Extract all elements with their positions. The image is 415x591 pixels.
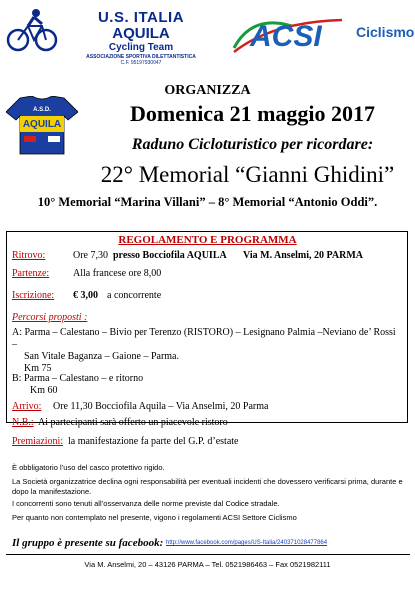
usi-line4: ASSOCIAZIONE SPORTIVA DILETTANTISTICA (86, 54, 196, 60)
iscrizione-amount: € 3,00 (73, 290, 98, 301)
percorso-a-km: Km 75 (24, 363, 52, 374)
facebook-link[interactable]: http://www.facebook.com/pages/US-Italia/240371028477864 (166, 540, 328, 546)
percorso-a (12, 327, 397, 375)
iscrizione-label: Iscrizione: (12, 290, 55, 301)
svg-text:ACSI: ACSI (250, 20, 322, 53)
svg-text:A.S.D.: A.S.D. (33, 107, 51, 113)
percorso-b-line1: B: Parma – Calestano – e ritorno (12, 373, 144, 384)
partenze-label: Partenze: (12, 268, 50, 279)
footer-contacts: Via M. Anselmi, 20 – 43126 PARMA – Tel. 0521986463 – Fax 0521982111 (84, 560, 331, 569)
usi-line1: U.S. ITALIA (97, 9, 185, 26)
usi-line5: C.F. 95197930047 (120, 60, 162, 66)
memorial-title: 22° Memorial “Gianni Ghidini” (100, 162, 395, 187)
partenze-value: Alla francese ore 8,00 (73, 268, 162, 279)
usi-line3: Cycling Team (108, 42, 174, 53)
percorso-b-km: Km 60 (30, 385, 58, 396)
footer-divider (6, 554, 410, 555)
ritrovo-time: Ore 7,30 (73, 250, 108, 261)
ritrovo-label: Ritrovo: (12, 250, 46, 261)
percorso-a-line2: San Vitale Baganza – Gaione – Parma. (24, 351, 179, 362)
cyclist-logo-icon (6, 8, 58, 52)
note-regolamenti-acsi: Per quanto non contemplato nel presente, vigono i regolamenti ACSI Settore Ciclismo (12, 513, 297, 522)
event-date: Domenica 21 maggio 2017 (129, 101, 376, 126)
svg-text:AQUILA: AQUILA (22, 119, 62, 130)
nb-label: N.B.: (12, 417, 34, 428)
organizza-heading: ORGANIZZA (164, 83, 251, 98)
usi-logo (66, 10, 216, 66)
submemorial-line: 10° Memorial “Marina Villani” – 8° Memorial “Antonio Oddi”. (37, 195, 378, 209)
acsi-ciclismo-text: Ciclismo (356, 24, 415, 40)
premiazioni-value: la manifestazione fa parte del G.P. d’estate (68, 436, 239, 447)
nb-value: Ai partecipanti sarà offerto un piacevole ristoro (38, 417, 228, 428)
regolamento-title: REGOLAMENTO E PROGRAMMA (118, 234, 297, 246)
arrivo-label: Arrivo: (12, 401, 42, 412)
percorsi-label: Percorsi proposti : (12, 312, 88, 323)
note-codice-stradale: I concorrenti sono tenuti all’osservanza delle norme previste dal Codice stradale. (12, 499, 280, 508)
arrivo-value: Ore 11,30 Bocciofila Aquila – Via Anselmi, 20 Parma (53, 401, 269, 412)
percorso-a-line1: A: Parma – Calestano – Bivio per Terenzo (RISTORO) – Lesignano Palmia –Neviano de’ Rossi – (12, 327, 396, 350)
facebook-label: Il gruppo è presente su facebook: (12, 537, 164, 549)
ritrovo-place: presso Bocciofila AQUILA (113, 250, 227, 261)
percorso-b (12, 373, 397, 397)
ritrovo-address: Via M. Anselmi, 20 PARMA (243, 250, 363, 261)
note-casco: È obbligatorio l’uso del casco protettivo rigido. (12, 463, 165, 472)
raduno-subtitle: Raduno Cicloturistico per ricordare: (131, 136, 374, 153)
premiazioni-label: Premiazioni: (12, 436, 64, 447)
note-responsabilita: La Società organizzatrice declina ogni responsabilità per eventuali incidenti che dovessero verificarsi prima, durante e dopo la manifestazione. (12, 477, 403, 496)
usi-line2: AQUILA (112, 25, 170, 42)
iscrizione-value: a concorrente (107, 290, 162, 301)
